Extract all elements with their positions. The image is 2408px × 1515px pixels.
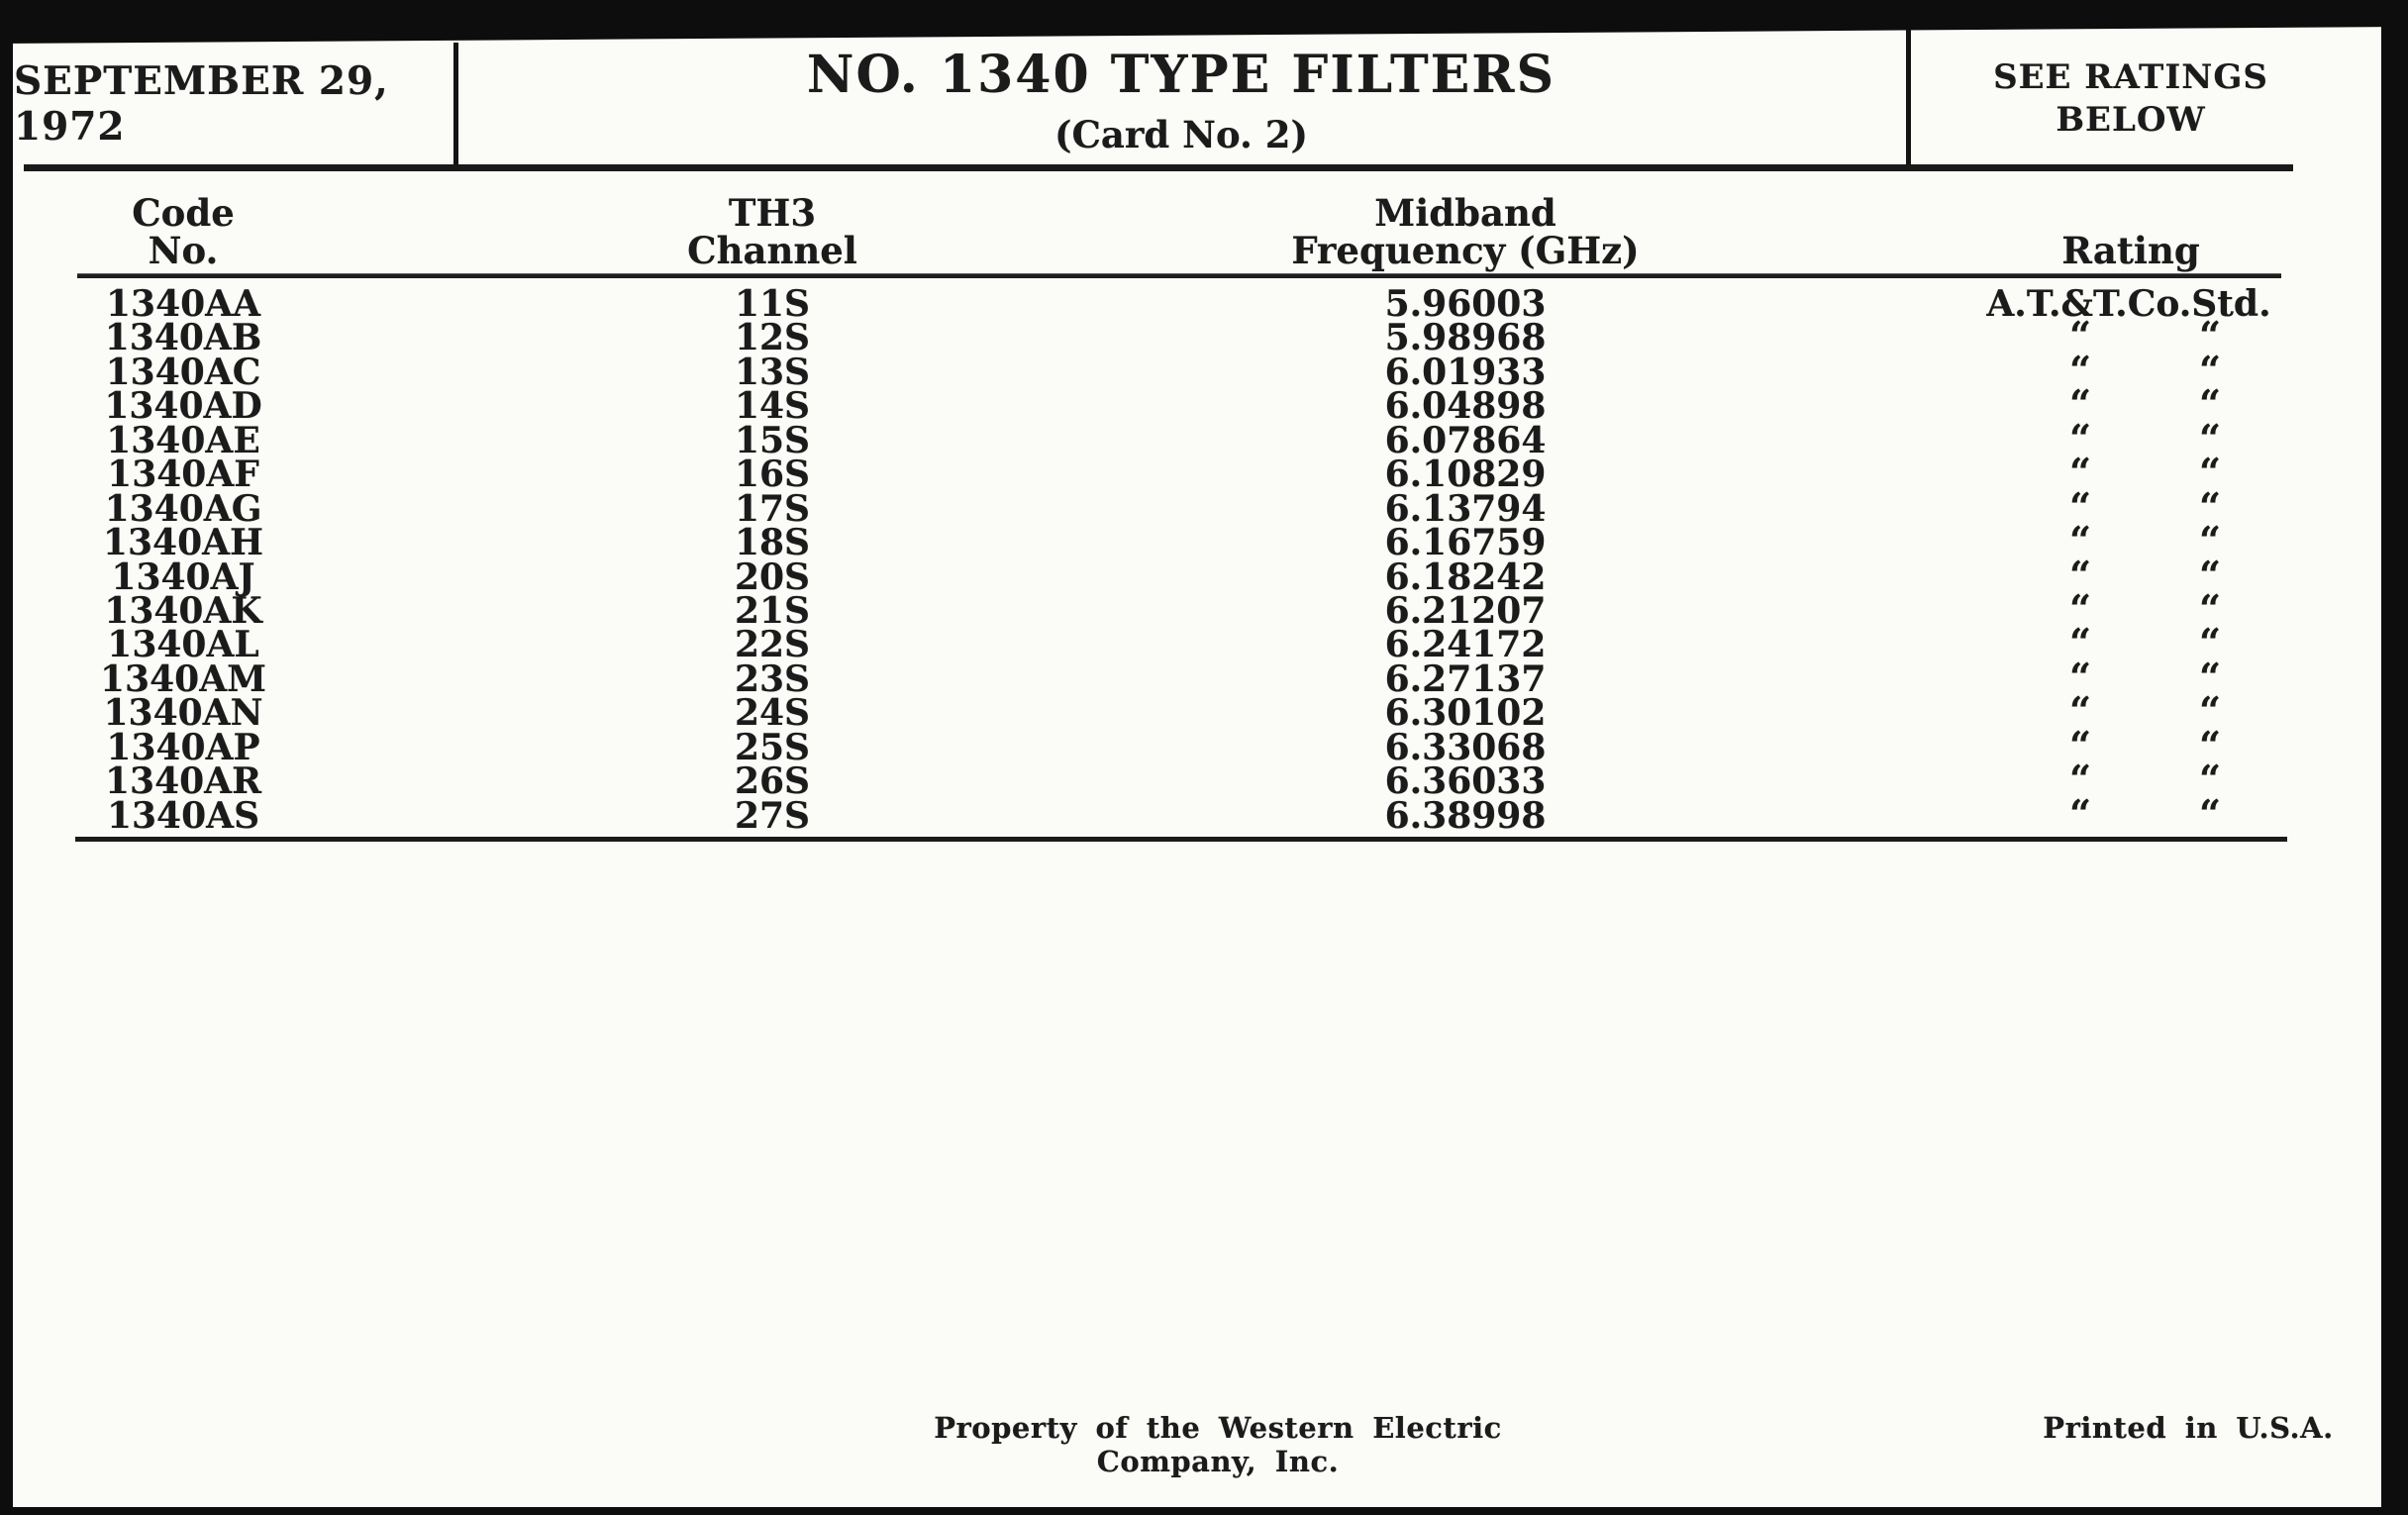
table-row: [0, 757, 2408, 803]
ditto-mark: “: [2069, 688, 2091, 734]
card-title-block: [458, 43, 1904, 165]
frequency-cell: 6.36033: [1384, 760, 1547, 803]
channel-cell: 24S: [734, 692, 811, 735]
table-row: [0, 283, 2408, 325]
channel-cell: 25S: [734, 726, 811, 768]
code-cell: 1340AM: [100, 657, 266, 700]
ratings-note: [1913, 43, 2349, 165]
ditto-mark: “: [2199, 722, 2221, 767]
frequency-cell: 6.01933: [1384, 351, 1547, 393]
ditto-mark: “: [2069, 415, 2091, 460]
channel-cell: 17S: [734, 487, 811, 530]
column-header-channel-line2: Channel: [687, 229, 857, 272]
ditto-mark: “: [2199, 585, 2221, 631]
code-cell: 1340AB: [104, 317, 262, 359]
frequency-cell: 6.33068: [1384, 726, 1547, 768]
frequency-cell: 6.13794: [1384, 487, 1547, 530]
channel-cell: 13S: [734, 351, 811, 393]
table-row: [0, 688, 2408, 735]
frequency-cell: 5.98968: [1384, 317, 1547, 359]
ditto-mark: “: [2199, 483, 2221, 529]
ditto-mark: “: [2069, 790, 2091, 836]
ditto-mark: “: [2199, 347, 2221, 392]
table-row: [0, 347, 2408, 393]
ditto-mark: “: [2069, 620, 2091, 665]
table-row: [0, 620, 2408, 666]
table-bottom-rule: [75, 837, 2287, 842]
code-cell: 1340AN: [103, 692, 263, 735]
column-header-code: [35, 191, 332, 272]
table-row: [0, 790, 2408, 837]
code-cell: 1340AC: [105, 351, 261, 393]
scan-border-bottom: [0, 1507, 2408, 1515]
ratings-note-line1: SEE RATINGS: [1993, 57, 2268, 97]
code-cell: 1340AG: [104, 487, 262, 530]
ditto-mark: “: [2069, 450, 2091, 495]
card-title: NO. 1340 TYPE FILTERS: [806, 45, 1556, 105]
code-cell: 1340AK: [104, 589, 262, 632]
column-header-rating: [1967, 194, 2294, 272]
channel-cell: 27S: [734, 794, 811, 837]
code-cell: 1340AD: [104, 385, 262, 428]
channel-cell: 18S: [734, 522, 811, 564]
ditto-mark: “: [2199, 450, 2221, 495]
ditto-mark: “: [2199, 518, 2221, 563]
table-row: [0, 483, 2408, 530]
table-row: [0, 552, 2408, 598]
code-cell: 1340AA: [105, 283, 261, 325]
column-header-frequency-line2: Frequency (GHz): [1291, 229, 1640, 272]
code-cell: 1340AJ: [111, 556, 255, 598]
code-cell: 1340AL: [107, 624, 259, 666]
ditto-mark: “: [2069, 654, 2091, 699]
ditto-mark: “: [2069, 757, 2091, 802]
code-cell: 1340AS: [106, 794, 260, 837]
ditto-mark: “: [2199, 620, 2221, 665]
ditto-mark: “: [2199, 381, 2221, 427]
channel-cell: 20S: [734, 556, 811, 598]
channel-cell: 16S: [734, 454, 811, 496]
column-header-channel: [624, 191, 921, 272]
table-row: [0, 415, 2408, 461]
column-header-rule: [77, 273, 2281, 278]
table-row: [0, 313, 2408, 359]
table-rows: [0, 283, 2408, 837]
ditto-mark: “: [2069, 381, 2091, 427]
column-header-frequency-line1: Midband: [1374, 191, 1556, 235]
column-header-code-line1: Code: [132, 191, 235, 235]
property-notice: Property of the Western Electric Company, Inc.: [934, 1411, 1502, 1478]
scan-border-top: [0, 0, 2408, 46]
frequency-cell: 6.04898: [1384, 385, 1547, 428]
ditto-mark: “: [2199, 313, 2221, 358]
header-divider-left: [453, 43, 458, 165]
ditto-mark: “: [2069, 518, 2091, 563]
header-divider-right: [1906, 30, 1911, 165]
channel-cell: 22S: [734, 624, 811, 666]
code-cell: 1340AP: [106, 726, 260, 768]
printed-in-notice: Printed in U.S.A.: [2043, 1411, 2334, 1445]
channel-cell: 14S: [734, 385, 811, 428]
channel-cell: 15S: [734, 419, 811, 461]
channel-cell: 11S: [734, 283, 811, 325]
column-header-code-line2: No.: [148, 229, 219, 272]
frequency-cell: 6.18242: [1384, 556, 1547, 598]
table-row: [0, 450, 2408, 496]
ditto-mark: “: [2199, 415, 2221, 460]
ditto-mark: “: [2069, 585, 2091, 631]
channel-cell: 23S: [734, 657, 811, 700]
code-cell: 1340AE: [106, 419, 260, 461]
table-row: [0, 722, 2408, 768]
ditto-mark: “: [2069, 483, 2091, 529]
rating-cell: A.T.&T.Co.Std.: [1986, 283, 2271, 325]
frequency-cell: 6.27137: [1384, 657, 1547, 700]
frequency-cell: 6.24172: [1384, 624, 1547, 666]
frequency-cell: 6.21207: [1384, 589, 1547, 632]
code-cell: 1340AH: [102, 522, 264, 564]
table-row: [0, 518, 2408, 564]
column-header-channel-line1: TH3: [728, 191, 817, 235]
frequency-cell: 6.38998: [1384, 794, 1547, 837]
channel-cell: 26S: [734, 760, 811, 803]
channel-cell: 12S: [734, 317, 811, 359]
card-subtitle: (Card No. 2): [1054, 113, 1309, 156]
channel-cell: 21S: [734, 589, 811, 632]
table-row: [0, 585, 2408, 632]
ditto-mark: “: [2069, 313, 2091, 358]
frequency-cell: 6.16759: [1384, 522, 1547, 564]
table-row: [0, 654, 2408, 700]
card-date: SEPTEMBER 29, 1972: [14, 58, 389, 150]
ditto-mark: “: [2199, 654, 2221, 699]
ditto-mark: “: [2199, 790, 2221, 836]
ditto-mark: “: [2069, 722, 2091, 767]
code-cell: 1340AR: [104, 760, 262, 803]
column-header-frequency: [1267, 191, 1663, 272]
frequency-cell: 6.07864: [1384, 419, 1547, 461]
frequency-cell: 6.30102: [1384, 692, 1547, 735]
ditto-mark: “: [2199, 552, 2221, 597]
table-row: [0, 381, 2408, 428]
header-rule: [24, 164, 2293, 171]
ditto-mark: “: [2069, 552, 2091, 597]
frequency-cell: 5.96003: [1384, 283, 1547, 325]
code-cell: 1340AF: [107, 454, 259, 496]
ratings-note-line2: BELOW: [2056, 100, 2206, 140]
ditto-mark: “: [2199, 757, 2221, 802]
ditto-mark: “: [2199, 688, 2221, 734]
column-header-rating-line2: Rating: [2061, 229, 2200, 272]
ditto-mark: “: [2069, 347, 2091, 392]
frequency-cell: 6.10829: [1384, 454, 1547, 496]
